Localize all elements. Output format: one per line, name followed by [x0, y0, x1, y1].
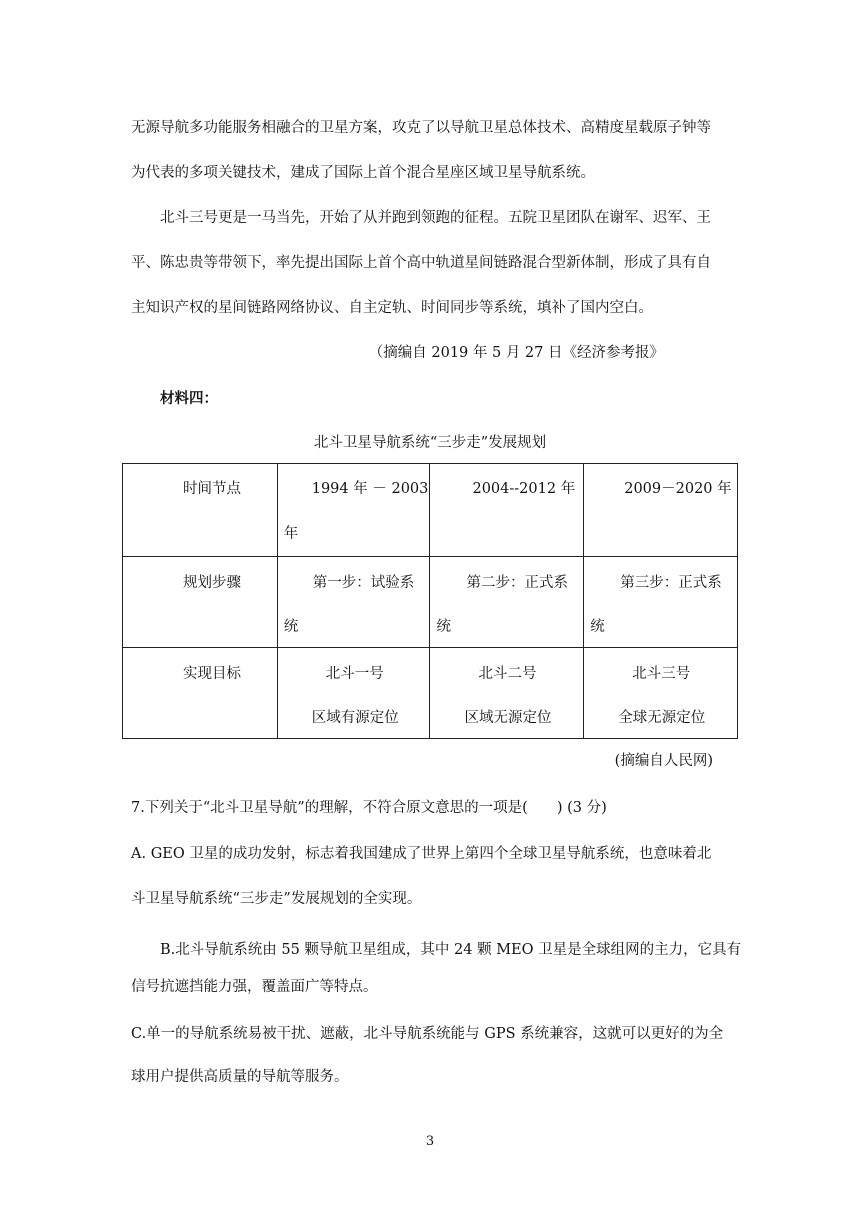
table-cell: 规划步骤 [123, 557, 278, 648]
material-heading: 材料四： [160, 390, 218, 407]
option-a-line: 斗卫星导航系统“三步走”发展规划的全实现。 [131, 891, 422, 907]
plan-table [122, 463, 738, 739]
paragraph-line: 北斗三号更是一马当先，开始了从并跑到领跑的征程。五院卫星团队在谢军、迟军、王 [160, 210, 711, 226]
question-stem: 7.下列关于“北斗卫星导航”的理解，不符合原文意思的一项是( ) (3 分) [131, 800, 607, 816]
table-cell: 第一步：试验系 统 [277, 557, 430, 648]
paragraph-line: 为代表的多项关键技术，建成了国际上首个混合星座区域卫星导航系统。 [131, 165, 595, 181]
page-number: 3 [425, 1134, 435, 1149]
option-b-line: 信号抗遮挡能力强，覆盖面广等特点。 [131, 979, 378, 995]
source-citation: （摘编自 2019 年 5 月 27 日《经济参考报》 [368, 345, 664, 361]
option-a-line: A. GEO 卫星的成功发射，标志着我国建成了世界上第四个全球卫星导航系统，也意味着北 [131, 846, 712, 862]
table-cell: 第二步：正式系 统 [430, 557, 584, 648]
option-b-line: B.北斗导航系统由 55 颗导航卫星组成，其中 24 颗 MEO 卫星是全球组网的主力，它具有 [160, 942, 742, 958]
paragraph-line: 无源导航多功能服务相融合的卫星方案，攻克了以导航卫星总体技术、高精度星载原子钟等 [131, 120, 711, 136]
table-cell: 北斗三号 全球无源定位 [584, 648, 738, 739]
table-cell: 2004--2012 年 [430, 464, 584, 557]
table-cell: 1994 年 － 2003 年 [277, 464, 430, 557]
table-cell: 实现目标 [123, 648, 278, 739]
table-cell: 北斗一号 区域有源定位 [277, 648, 430, 739]
table-source: (摘编自人民网) [614, 753, 713, 769]
paragraph-line: 主知识产权的星间链路网络协议、自主定轨、时间同步等系统，填补了国内空白。 [131, 300, 653, 316]
paragraph-line: 平、陈忠贵等带领下，率先提出国际上首个高中轨道星间链路混合型新体制，形成了具有自 [131, 255, 711, 271]
table-row [123, 648, 738, 739]
table-cell: 2009－2020 年 [584, 464, 738, 557]
table-cell: 北斗二号 区域无源定位 [430, 648, 584, 739]
table-row [123, 464, 738, 557]
table-row [123, 557, 738, 648]
table-cell: 时间节点 [123, 464, 278, 557]
option-c-line: C.单一的导航系统易被干扰、遮蔽，北斗导航系统能与 GPS 系统兼容，这就可以更好的为全 [131, 1026, 724, 1042]
option-c-line: 球用户提供高质量的导航等服务。 [131, 1069, 349, 1085]
table-cell: 第三步：正式系 统 [584, 557, 738, 648]
table-title: 北斗卫星导航系统“三步走”发展规划 [313, 435, 547, 451]
